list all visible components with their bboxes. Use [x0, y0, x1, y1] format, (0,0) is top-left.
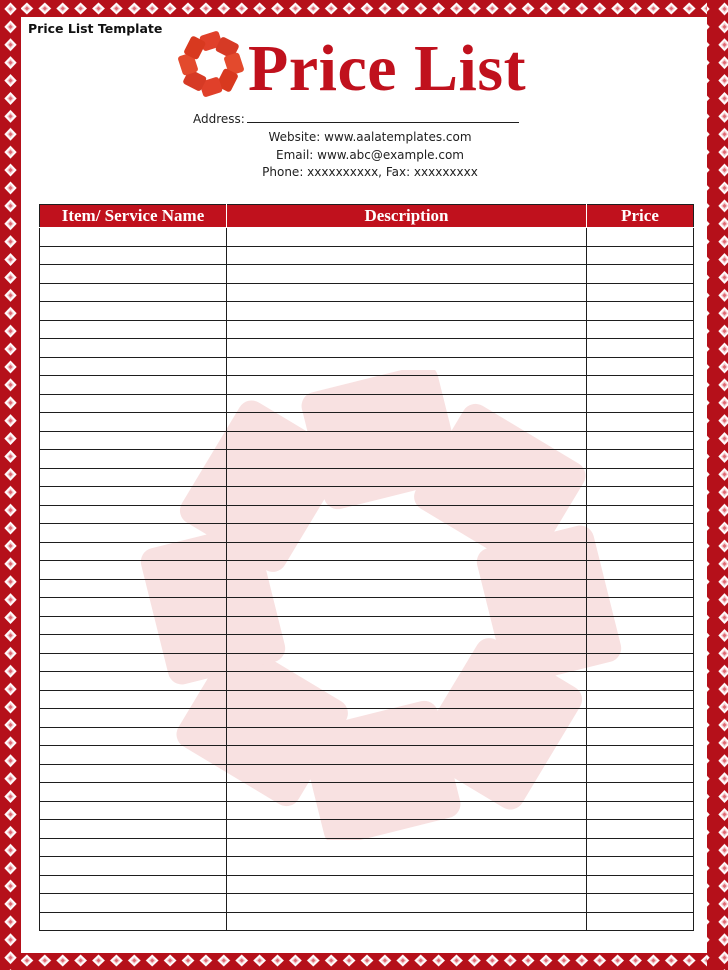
item-cell[interactable]: [40, 875, 227, 894]
table-row: [40, 524, 694, 543]
table-row: [40, 561, 694, 580]
item-cell[interactable]: [40, 616, 227, 635]
description-cell[interactable]: [227, 857, 587, 876]
table-body: [40, 228, 694, 931]
description-cell[interactable]: [227, 246, 587, 265]
price-cell[interactable]: [587, 561, 694, 580]
price-cell[interactable]: [587, 690, 694, 709]
table-row: [40, 783, 694, 802]
address-line: [193, 111, 519, 128]
description-cell[interactable]: [227, 690, 587, 709]
description-cell[interactable]: [227, 542, 587, 561]
price-cell[interactable]: [587, 431, 694, 450]
table-row: [40, 598, 694, 617]
price-cell[interactable]: [587, 468, 694, 487]
price-cell[interactable]: [587, 764, 694, 783]
table-row: [40, 283, 694, 302]
item-cell[interactable]: [40, 524, 227, 543]
table-row: [40, 320, 694, 339]
price-cell[interactable]: [587, 246, 694, 265]
price-cell[interactable]: [587, 616, 694, 635]
price-cell[interactable]: [587, 320, 694, 339]
table-row: [40, 487, 694, 506]
item-cell[interactable]: [40, 764, 227, 783]
description-cell[interactable]: [227, 487, 587, 506]
description-cell[interactable]: [227, 505, 587, 524]
item-cell[interactable]: [40, 357, 227, 376]
description-cell[interactable]: [227, 302, 587, 321]
table-row: [40, 357, 694, 376]
description-cell[interactable]: [227, 635, 587, 654]
item-cell[interactable]: [40, 561, 227, 580]
price-cell[interactable]: [587, 376, 694, 395]
description-cell[interactable]: [227, 357, 587, 376]
table-row: [40, 746, 694, 765]
price-cell[interactable]: [587, 635, 694, 654]
price-cell[interactable]: [587, 653, 694, 672]
table-row: [40, 265, 694, 284]
table-row: [40, 376, 694, 395]
item-cell[interactable]: [40, 228, 227, 247]
table-row: [40, 690, 694, 709]
header-price: Price: [587, 205, 694, 228]
description-cell[interactable]: [227, 450, 587, 469]
description-cell[interactable]: [227, 746, 587, 765]
table-row: [40, 505, 694, 524]
item-cell[interactable]: [40, 320, 227, 339]
item-cell[interactable]: [40, 783, 227, 802]
price-cell[interactable]: [587, 912, 694, 931]
description-cell[interactable]: [227, 524, 587, 543]
item-cell[interactable]: [40, 376, 227, 395]
table-row: [40, 413, 694, 432]
item-cell[interactable]: [40, 857, 227, 876]
address-blank: [247, 111, 519, 123]
item-cell[interactable]: [40, 598, 227, 617]
table-row: [40, 672, 694, 691]
price-cell[interactable]: [587, 709, 694, 728]
template-label: Price List Template: [28, 21, 163, 36]
address-label: Address:: [193, 112, 245, 126]
item-cell[interactable]: [40, 246, 227, 265]
price-cell[interactable]: [587, 838, 694, 857]
price-cell[interactable]: [587, 487, 694, 506]
price-cell[interactable]: [587, 505, 694, 524]
price-cell[interactable]: [587, 783, 694, 802]
price-cell[interactable]: [587, 727, 694, 746]
description-cell[interactable]: [227, 413, 587, 432]
table-row: [40, 579, 694, 598]
price-cell[interactable]: [587, 820, 694, 839]
table-row: [40, 542, 694, 561]
table-row: [40, 857, 694, 876]
item-cell[interactable]: [40, 487, 227, 506]
price-cell[interactable]: [587, 524, 694, 543]
table-header-row: [40, 205, 694, 228]
table-row: [40, 838, 694, 857]
item-cell[interactable]: [40, 838, 227, 857]
description-cell[interactable]: [227, 616, 587, 635]
description-cell[interactable]: [227, 228, 587, 247]
item-cell[interactable]: [40, 283, 227, 302]
price-cell[interactable]: [587, 875, 694, 894]
item-cell[interactable]: [40, 635, 227, 654]
price-cell[interactable]: [587, 283, 694, 302]
table-row: [40, 616, 694, 635]
item-cell[interactable]: [40, 542, 227, 561]
item-cell[interactable]: [40, 709, 227, 728]
description-cell[interactable]: [227, 431, 587, 450]
item-cell[interactable]: [40, 468, 227, 487]
table-row: [40, 394, 694, 413]
description-cell[interactable]: [227, 820, 587, 839]
item-cell[interactable]: [40, 505, 227, 524]
item-cell[interactable]: [40, 450, 227, 469]
price-cell[interactable]: [587, 857, 694, 876]
price-cell[interactable]: [587, 265, 694, 284]
item-cell[interactable]: [40, 413, 227, 432]
description-cell[interactable]: [227, 561, 587, 580]
table-row: [40, 339, 694, 358]
description-cell[interactable]: [227, 801, 587, 820]
description-cell[interactable]: [227, 653, 587, 672]
description-cell[interactable]: [227, 838, 587, 857]
item-cell[interactable]: [40, 820, 227, 839]
description-cell[interactable]: [227, 468, 587, 487]
price-cell[interactable]: [587, 542, 694, 561]
price-cell[interactable]: [587, 894, 694, 913]
price-cell[interactable]: [587, 746, 694, 765]
item-cell[interactable]: [40, 746, 227, 765]
description-cell[interactable]: [227, 579, 587, 598]
description-cell[interactable]: [227, 394, 587, 413]
table-row: [40, 912, 694, 931]
item-cell[interactable]: [40, 912, 227, 931]
table-row: [40, 228, 694, 247]
table-row: [40, 635, 694, 654]
item-cell[interactable]: [40, 801, 227, 820]
table-row: [40, 431, 694, 450]
table-row: [40, 302, 694, 321]
price-cell[interactable]: [587, 579, 694, 598]
table-row: [40, 764, 694, 783]
price-cell[interactable]: [587, 801, 694, 820]
email-line: Email: www.abc@example.com: [276, 148, 464, 162]
table-row: [40, 246, 694, 265]
page-title: Price List: [248, 32, 527, 105]
table-row: [40, 820, 694, 839]
table-row: [40, 727, 694, 746]
price-cell[interactable]: [587, 672, 694, 691]
description-cell[interactable]: [227, 709, 587, 728]
item-cell[interactable]: [40, 431, 227, 450]
price-cell[interactable]: [587, 357, 694, 376]
table-row: [40, 653, 694, 672]
description-cell[interactable]: [227, 912, 587, 931]
description-cell[interactable]: [227, 376, 587, 395]
description-cell[interactable]: [227, 894, 587, 913]
description-cell[interactable]: [227, 339, 587, 358]
price-cell[interactable]: [587, 598, 694, 617]
description-cell[interactable]: [227, 764, 587, 783]
price-cell[interactable]: [587, 450, 694, 469]
description-cell[interactable]: [227, 783, 587, 802]
item-cell[interactable]: [40, 265, 227, 284]
description-cell[interactable]: [227, 598, 587, 617]
item-cell[interactable]: [40, 394, 227, 413]
price-cell[interactable]: [587, 302, 694, 321]
item-cell[interactable]: [40, 579, 227, 598]
price-cell[interactable]: [587, 228, 694, 247]
flower-logo-icon: [178, 31, 244, 97]
table-row: [40, 450, 694, 469]
table-row: [40, 801, 694, 820]
table-row: [40, 894, 694, 913]
item-cell[interactable]: [40, 302, 227, 321]
website-line: Website: www.aalatemplates.com: [268, 130, 472, 144]
header-item-service-name: Item/ Service Name: [40, 205, 227, 228]
description-cell[interactable]: [227, 727, 587, 746]
item-cell[interactable]: [40, 894, 227, 913]
description-cell[interactable]: [227, 672, 587, 691]
price-table: [39, 204, 694, 931]
description-cell[interactable]: [227, 320, 587, 339]
table-row: [40, 875, 694, 894]
item-cell[interactable]: [40, 339, 227, 358]
item-cell[interactable]: [40, 727, 227, 746]
table-row: [40, 468, 694, 487]
item-cell[interactable]: [40, 672, 227, 691]
price-cell[interactable]: [587, 394, 694, 413]
item-cell[interactable]: [40, 690, 227, 709]
description-cell[interactable]: [227, 875, 587, 894]
table-row: [40, 709, 694, 728]
price-cell[interactable]: [587, 413, 694, 432]
header-description: Description: [227, 205, 587, 228]
description-cell[interactable]: [227, 265, 587, 284]
item-cell[interactable]: [40, 653, 227, 672]
description-cell[interactable]: [227, 283, 587, 302]
phone-fax-line: Phone: xxxxxxxxxx, Fax: xxxxxxxxx: [262, 165, 478, 179]
price-cell[interactable]: [587, 339, 694, 358]
